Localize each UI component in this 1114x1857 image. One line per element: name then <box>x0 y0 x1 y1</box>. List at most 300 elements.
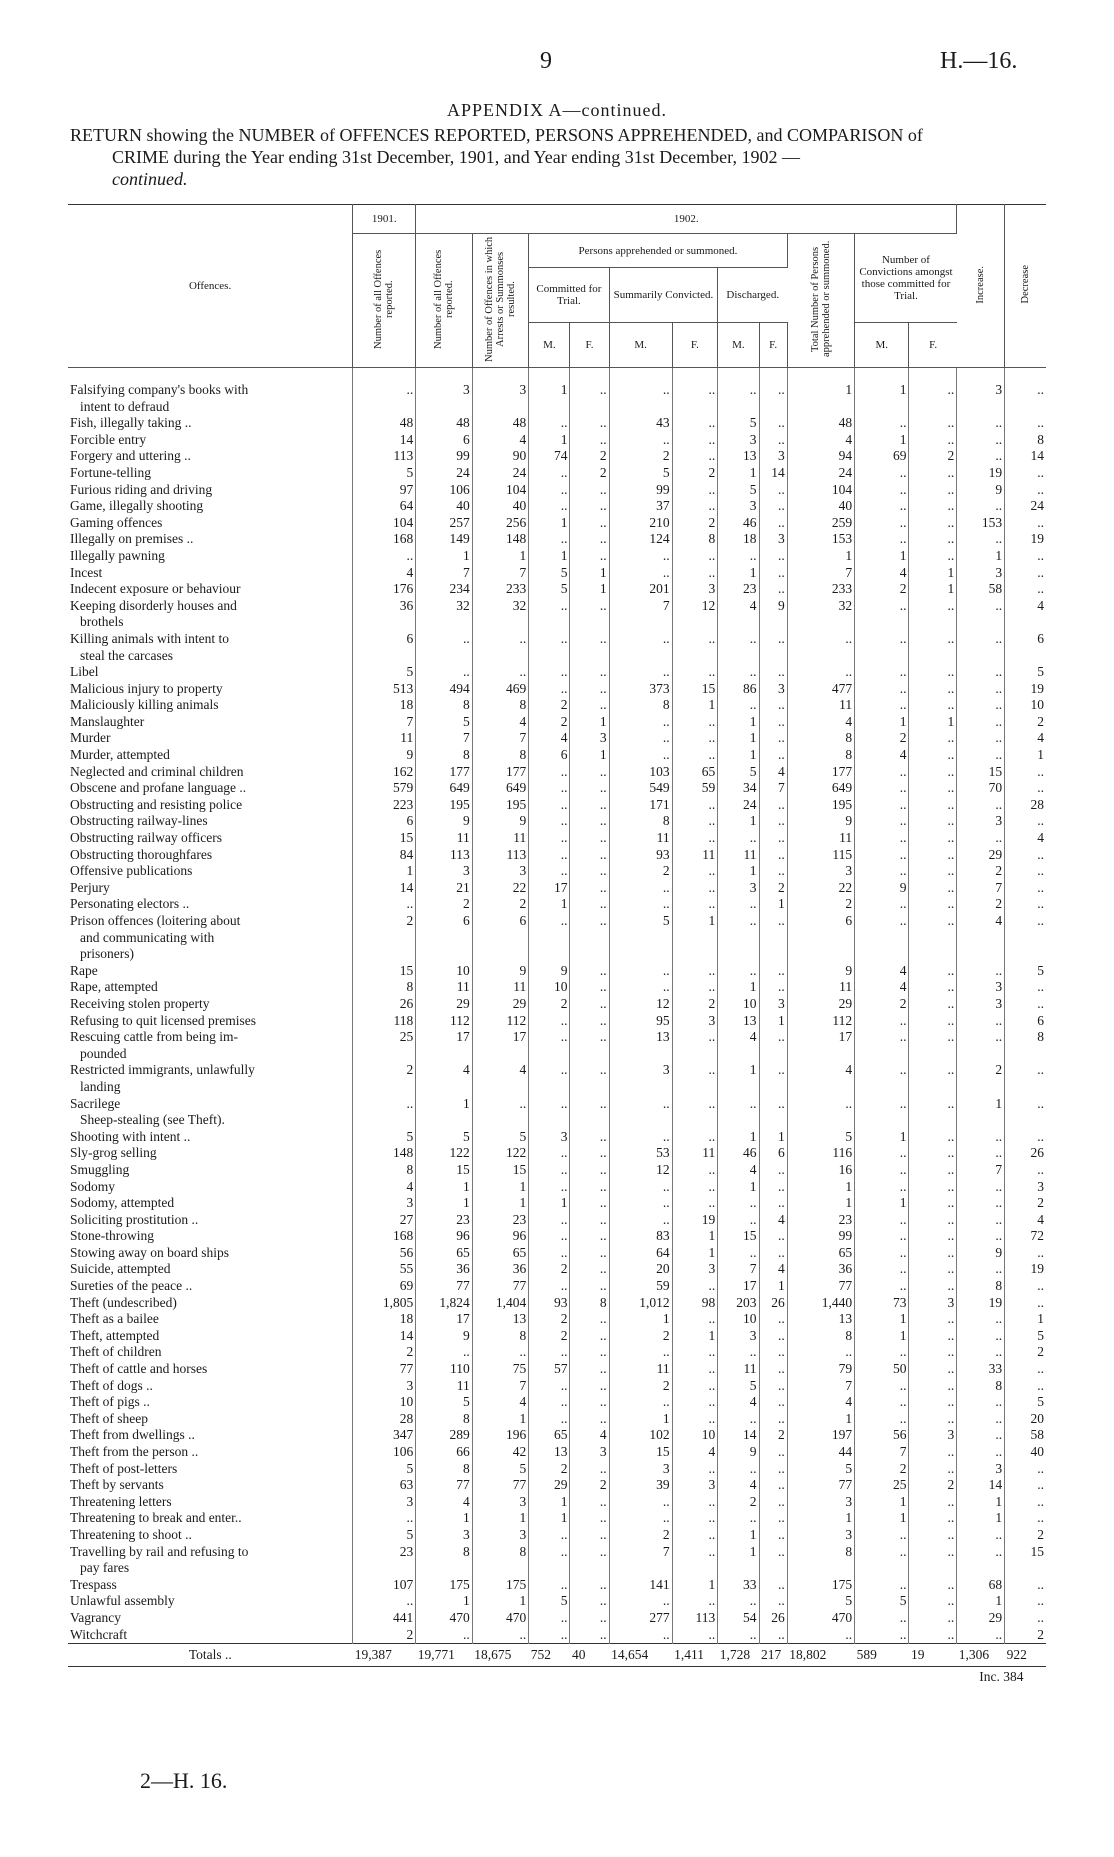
table-cell: 99 <box>416 448 473 465</box>
offence-name: Falsifying company's books with <box>68 368 353 399</box>
table-cell: 477 <box>787 681 854 698</box>
offence-name: Stone-throwing <box>68 1228 353 1245</box>
table-cell: 65 <box>787 1245 854 1262</box>
table-cell: 2 <box>353 1627 416 1644</box>
table-cell: 513 <box>353 681 416 698</box>
offence-name: Illegally on premises .. <box>68 531 353 548</box>
table-cell: 1 <box>1037 1311 1044 1327</box>
table-cell <box>472 1079 529 1096</box>
table-cell <box>787 648 854 665</box>
table-cell <box>718 399 759 416</box>
table-cell: .. <box>672 631 718 648</box>
table-cell: .. <box>1037 995 1044 1011</box>
table-cell: 3 <box>353 1378 416 1395</box>
table-cell: 2 <box>609 1328 672 1345</box>
table-cell: 6 <box>1037 630 1044 646</box>
table-cell: 2 <box>855 996 909 1013</box>
table-cell: 3 <box>353 1494 416 1511</box>
table-cell: .. <box>570 368 609 399</box>
table-cell: .. <box>957 1427 1005 1444</box>
table-cell: 28 <box>353 1411 416 1428</box>
table-row <box>68 913 1046 930</box>
table-cell: 4 <box>855 565 909 582</box>
table-cell: 26 <box>353 996 416 1013</box>
table-cell: .. <box>957 697 1005 714</box>
table-cell: .. <box>609 979 672 996</box>
table-cell: .. <box>609 1195 672 1212</box>
table-cell: .. <box>609 664 672 681</box>
table-cell <box>759 1079 787 1096</box>
table-cell: .. <box>909 830 957 847</box>
table-row <box>68 1328 1046 1345</box>
table-cell <box>909 1112 957 1129</box>
table-cell: 106 <box>353 1444 416 1461</box>
table-cell: .. <box>718 1461 759 1478</box>
table-cell: .. <box>909 1129 957 1146</box>
table-cell: 11 <box>787 979 854 996</box>
offence-name: Fortune-telling <box>68 465 353 482</box>
arrests-header: Number of Offences in which Arrests or Summonses resulted. <box>472 234 529 368</box>
table-cell: .. <box>672 1278 718 1295</box>
table-cell: .. <box>570 996 609 1013</box>
table-cell: .. <box>759 1062 787 1079</box>
table-cell: .. <box>609 714 672 731</box>
table-row <box>68 730 1046 747</box>
table-cell: 74 <box>529 448 570 465</box>
table-cell: 3 <box>718 498 759 515</box>
totals-cell: 1,411 <box>672 1644 718 1667</box>
table-cell: 104 <box>472 482 529 499</box>
offence-name: Incest <box>68 565 353 582</box>
table-cell: 36 <box>416 1261 473 1278</box>
table-cell: 8 <box>416 1461 473 1478</box>
table-cell: .. <box>609 1510 672 1527</box>
table-cell: 4 <box>1037 830 1044 846</box>
table-cell: .. <box>855 631 909 648</box>
table-cell: 5 <box>1037 1394 1044 1410</box>
table-cell: 256 <box>472 515 529 532</box>
table-cell: 1 <box>529 548 570 565</box>
table-cell: .. <box>1037 581 1044 597</box>
table-row <box>68 896 1046 913</box>
table-cell: 1 <box>472 1411 529 1428</box>
table-cell <box>855 648 909 665</box>
table-cell: 11 <box>609 830 672 847</box>
table-cell: 29 <box>957 1610 1005 1627</box>
table-cell: .. <box>529 1344 570 1361</box>
table-cell: 168 <box>353 1228 416 1245</box>
table-cell: 8 <box>1037 431 1044 447</box>
table-cell: 1 <box>855 1510 909 1527</box>
table-row <box>68 797 1046 814</box>
table-cell <box>529 614 570 631</box>
table-cell: .. <box>718 963 759 980</box>
table-cell: .. <box>909 1228 957 1245</box>
table-cell: 3 <box>718 432 759 449</box>
totals-cell: 752 <box>529 1644 570 1667</box>
table-cell: .. <box>529 664 570 681</box>
table-cell: .. <box>672 1510 718 1527</box>
table-cell: 649 <box>416 780 473 797</box>
table-cell: 5 <box>1037 1327 1044 1343</box>
table-cell: 6 <box>1037 1012 1044 1028</box>
table-cell: 5 <box>529 581 570 598</box>
table-cell: 13 <box>529 1444 570 1461</box>
table-cell: .. <box>909 1593 957 1610</box>
table-cell: .. <box>672 963 718 980</box>
table-cell: .. <box>672 896 718 913</box>
table-cell: .. <box>672 1494 718 1511</box>
table-cell: 2 <box>672 996 718 1013</box>
table-cell: 64 <box>609 1245 672 1262</box>
offence-name: Refusing to quit licensed premises <box>68 1013 353 1030</box>
table-cell: 5 <box>353 1461 416 1478</box>
table-cell: .. <box>718 1096 759 1113</box>
table-cell: 289 <box>416 1427 473 1444</box>
table-cell: 1 <box>416 548 473 565</box>
table-cell: 3 <box>529 1129 570 1146</box>
table-cell: .. <box>1037 481 1044 497</box>
table-cell: 5 <box>1037 664 1044 680</box>
table-cell: 2 <box>909 448 957 465</box>
table-cell: .. <box>759 747 787 764</box>
table-cell: 1 <box>855 1494 909 1511</box>
table-row <box>68 1527 1046 1544</box>
table-cell: 5 <box>718 1378 759 1395</box>
table-cell: .. <box>570 830 609 847</box>
table-cell: 9 <box>855 880 909 897</box>
table-cell: .. <box>909 747 957 764</box>
table-cell: 1 <box>672 1245 718 1262</box>
table-cell: 2 <box>529 1328 570 1345</box>
table-cell: 1 <box>570 714 609 731</box>
table-cell: .. <box>759 664 787 681</box>
offence-name: and communicating with <box>68 930 353 947</box>
table-cell: .. <box>672 368 718 399</box>
table-cell: 4 <box>855 979 909 996</box>
table-cell: 1 <box>529 1195 570 1212</box>
table-row <box>68 1228 1046 1245</box>
table-cell: 223 <box>353 797 416 814</box>
table-cell: .. <box>957 830 1005 847</box>
table-row <box>68 399 1046 416</box>
table-cell: 4 <box>472 432 529 449</box>
table-cell: 124 <box>609 531 672 548</box>
table-cell: 17 <box>416 1311 473 1328</box>
table-cell: .. <box>759 581 787 598</box>
table-row <box>68 548 1046 565</box>
table-cell: 4 <box>787 1394 854 1411</box>
table-cell: .. <box>1037 415 1044 431</box>
table-cell: .. <box>609 1593 672 1610</box>
table-cell: 65 <box>416 1245 473 1262</box>
table-cell: 7 <box>416 565 473 582</box>
table-cell: 118 <box>353 1013 416 1030</box>
totals-cell: 922 <box>1005 1644 1046 1667</box>
table-cell: .. <box>957 1029 1005 1046</box>
table-cell: .. <box>529 813 570 830</box>
table-row <box>68 448 1046 465</box>
table-cell: 7 <box>472 565 529 582</box>
table-row <box>68 963 1046 980</box>
table-cell: 77 <box>472 1278 529 1295</box>
table-cell: .. <box>718 1411 759 1428</box>
table-row <box>68 1560 1046 1577</box>
table-cell: .. <box>609 880 672 897</box>
table-cell: 23 <box>718 581 759 598</box>
table-cell: .. <box>672 797 718 814</box>
table-cell: .. <box>759 515 787 532</box>
table-cell: 94 <box>787 448 854 465</box>
table-cell: 1 <box>759 1013 787 1030</box>
table-cell <box>909 614 957 631</box>
table-cell <box>570 399 609 416</box>
table-cell: 8 <box>472 1544 529 1561</box>
table-cell: .. <box>570 432 609 449</box>
offences-table <box>68 204 1046 1711</box>
table-cell: .. <box>957 1013 1005 1030</box>
table-cell: 15 <box>672 681 718 698</box>
table-cell: 107 <box>353 1577 416 1594</box>
table-cell: .. <box>529 780 570 797</box>
table-cell: 7 <box>957 880 1005 897</box>
table-cell: 23 <box>353 1544 416 1561</box>
totals-cell: 18,675 <box>472 1644 529 1667</box>
blank-row <box>68 1687 1046 1711</box>
table-cell: 149 <box>416 531 473 548</box>
table-cell <box>529 648 570 665</box>
table-cell: 1 <box>759 1278 787 1295</box>
table-row <box>68 1046 1046 1063</box>
table-cell: .. <box>909 415 957 432</box>
table-cell: .. <box>529 415 570 432</box>
table-cell: .. <box>909 465 957 482</box>
table-cell: 3 <box>672 581 718 598</box>
offence-name: Stowing away on board ships <box>68 1245 353 1262</box>
m-header: M. <box>718 322 759 367</box>
table-cell <box>909 946 957 963</box>
table-cell: .. <box>529 1212 570 1229</box>
table-cell: .. <box>718 830 759 847</box>
table-row <box>68 1544 1046 1561</box>
table-cell <box>609 930 672 947</box>
table-cell: .. <box>570 896 609 913</box>
table-cell: 43 <box>609 415 672 432</box>
table-cell: 6 <box>416 913 473 930</box>
table-cell: .. <box>1037 846 1044 862</box>
table-cell: .. <box>855 1013 909 1030</box>
table-cell <box>759 1560 787 1577</box>
persons-apprehended-header: Persons apprehended or summoned. <box>529 234 788 268</box>
table-cell: .. <box>416 1627 473 1644</box>
table-cell: 1 <box>855 714 909 731</box>
table-cell <box>472 1046 529 1063</box>
table-cell: 8 <box>787 1328 854 1345</box>
table-cell: 10 <box>529 979 570 996</box>
table-cell: 11 <box>718 847 759 864</box>
offence-name: brothels <box>68 614 353 631</box>
table-cell: 77 <box>416 1477 473 1494</box>
table-cell: .. <box>1037 913 1044 928</box>
table-cell: 3 <box>957 368 1005 399</box>
table-cell: .. <box>416 1344 473 1361</box>
table-cell: 9 <box>787 813 854 830</box>
table-cell: 1 <box>855 1311 909 1328</box>
table-cell: 15 <box>472 1162 529 1179</box>
table-cell <box>416 1112 473 1129</box>
table-cell: 29 <box>416 996 473 1013</box>
offence-name: Sheep-stealing (see Theft). <box>68 1112 353 1129</box>
table-cell <box>855 399 909 416</box>
table-cell: 102 <box>609 1427 672 1444</box>
table-cell: .. <box>609 1212 672 1229</box>
table-cell: .. <box>909 979 957 996</box>
table-cell: 5 <box>353 465 416 482</box>
table-cell: .. <box>672 1129 718 1146</box>
table-cell: 579 <box>353 780 416 797</box>
table-cell: 1 <box>472 1179 529 1196</box>
table-cell: 1 <box>855 432 909 449</box>
table-cell: 22 <box>472 880 529 897</box>
table-cell: 1,440 <box>787 1295 854 1312</box>
table-cell: 2 <box>957 863 1005 880</box>
table-cell: 58 <box>957 581 1005 598</box>
table-cell: 5 <box>472 1129 529 1146</box>
table-row <box>68 1195 1046 1212</box>
table-cell: 2 <box>353 1062 416 1079</box>
table-cell <box>609 946 672 963</box>
table-cell: .. <box>570 1261 609 1278</box>
table-cell: 148 <box>472 531 529 548</box>
table-cell: 26 <box>1030 1145 1044 1161</box>
table-cell: 9 <box>529 963 570 980</box>
table-cell: 3 <box>570 730 609 747</box>
table-cell: .. <box>529 1411 570 1428</box>
table-cell <box>1005 648 1046 665</box>
table-cell: 3 <box>416 863 473 880</box>
table-cell: .. <box>909 1179 957 1196</box>
table-cell: 99 <box>609 482 672 499</box>
table-cell: .. <box>957 1311 1005 1328</box>
table-cell: 201 <box>609 581 672 598</box>
net-note-row <box>68 1667 1046 1688</box>
table-cell <box>672 946 718 963</box>
table-cell: 36 <box>353 598 416 615</box>
table-cell: 1 <box>957 1593 1005 1610</box>
table-cell: 113 <box>472 847 529 864</box>
offence-name: Manslaughter <box>68 714 353 731</box>
table-cell: 6 <box>472 913 529 930</box>
table-cell: 96 <box>416 1228 473 1245</box>
table-cell: 1 <box>570 565 609 582</box>
f-header: F. <box>570 322 609 367</box>
table-cell: 4 <box>416 1062 473 1079</box>
table-cell: .. <box>1037 1128 1044 1144</box>
table-cell: 5 <box>718 764 759 781</box>
table-cell: 2 <box>570 1477 609 1494</box>
table-cell <box>416 930 473 947</box>
table-cell: 58 <box>1030 1427 1044 1443</box>
table-cell: .. <box>570 1461 609 1478</box>
table-cell <box>353 1112 416 1129</box>
table-cell: .. <box>759 1544 787 1561</box>
table-cell: 9 <box>787 963 854 980</box>
table-cell: .. <box>672 548 718 565</box>
table-cell: .. <box>672 863 718 880</box>
table-cell: .. <box>957 1145 1005 1162</box>
table-cell: 56 <box>855 1427 909 1444</box>
table-cell <box>609 1079 672 1096</box>
table-cell: 2 <box>353 1344 416 1361</box>
totals-cell: 217 <box>759 1644 787 1667</box>
table-cell <box>416 1560 473 1577</box>
table-cell: 11 <box>353 730 416 747</box>
table-cell: .. <box>909 664 957 681</box>
table-cell: 86 <box>718 681 759 698</box>
table-cell: .. <box>855 764 909 781</box>
table-cell: 19 <box>1030 680 1044 696</box>
table-row <box>68 1411 1046 1428</box>
table-cell <box>570 946 609 963</box>
table-cell: 90 <box>472 448 529 465</box>
table-cell: .. <box>1037 1609 1044 1625</box>
table-row <box>68 1610 1046 1627</box>
table-cell: .. <box>759 1477 787 1494</box>
table-cell: .. <box>957 631 1005 648</box>
table-cell: .. <box>759 482 787 499</box>
table-cell: .. <box>759 847 787 864</box>
table-cell <box>718 1560 759 1577</box>
table-cell: .. <box>855 830 909 847</box>
table-cell: 8 <box>609 813 672 830</box>
totals-cell: 18,802 <box>787 1644 854 1667</box>
table-cell: .. <box>759 1179 787 1196</box>
table-cell <box>787 946 854 963</box>
table-cell <box>718 946 759 963</box>
totals-cell: 40 <box>570 1644 609 1667</box>
table-cell: 7 <box>718 1261 759 1278</box>
table-cell: 7 <box>472 730 529 747</box>
table-cell <box>1005 399 1046 416</box>
table-cell <box>472 1560 529 1577</box>
table-cell: 104 <box>787 482 854 499</box>
table-row <box>68 465 1046 482</box>
table-cell: .. <box>909 498 957 515</box>
table-cell: 649 <box>787 780 854 797</box>
table-cell: 4 <box>353 1179 416 1196</box>
table-cell <box>957 614 1005 631</box>
table-cell: .. <box>855 896 909 913</box>
table-cell: .. <box>855 515 909 532</box>
table-cell: .. <box>672 1361 718 1378</box>
table-cell: .. <box>909 1261 957 1278</box>
table-cell <box>472 1112 529 1129</box>
offence-name: Theft of pigs .. <box>68 1394 353 1411</box>
table-cell: .. <box>570 1013 609 1030</box>
table-cell: .. <box>855 1096 909 1113</box>
table-cell: .. <box>909 515 957 532</box>
table-row <box>68 1079 1046 1096</box>
page-reference: H.—16. <box>940 48 1018 74</box>
table-cell: 8 <box>416 697 473 714</box>
table-cell <box>353 946 416 963</box>
table-cell: .. <box>957 681 1005 698</box>
table-cell: .. <box>672 448 718 465</box>
table-cell <box>855 1560 909 1577</box>
table-cell: .. <box>1037 813 1044 829</box>
table-cell: .. <box>1037 547 1044 563</box>
table-cell: 3 <box>609 1062 672 1079</box>
